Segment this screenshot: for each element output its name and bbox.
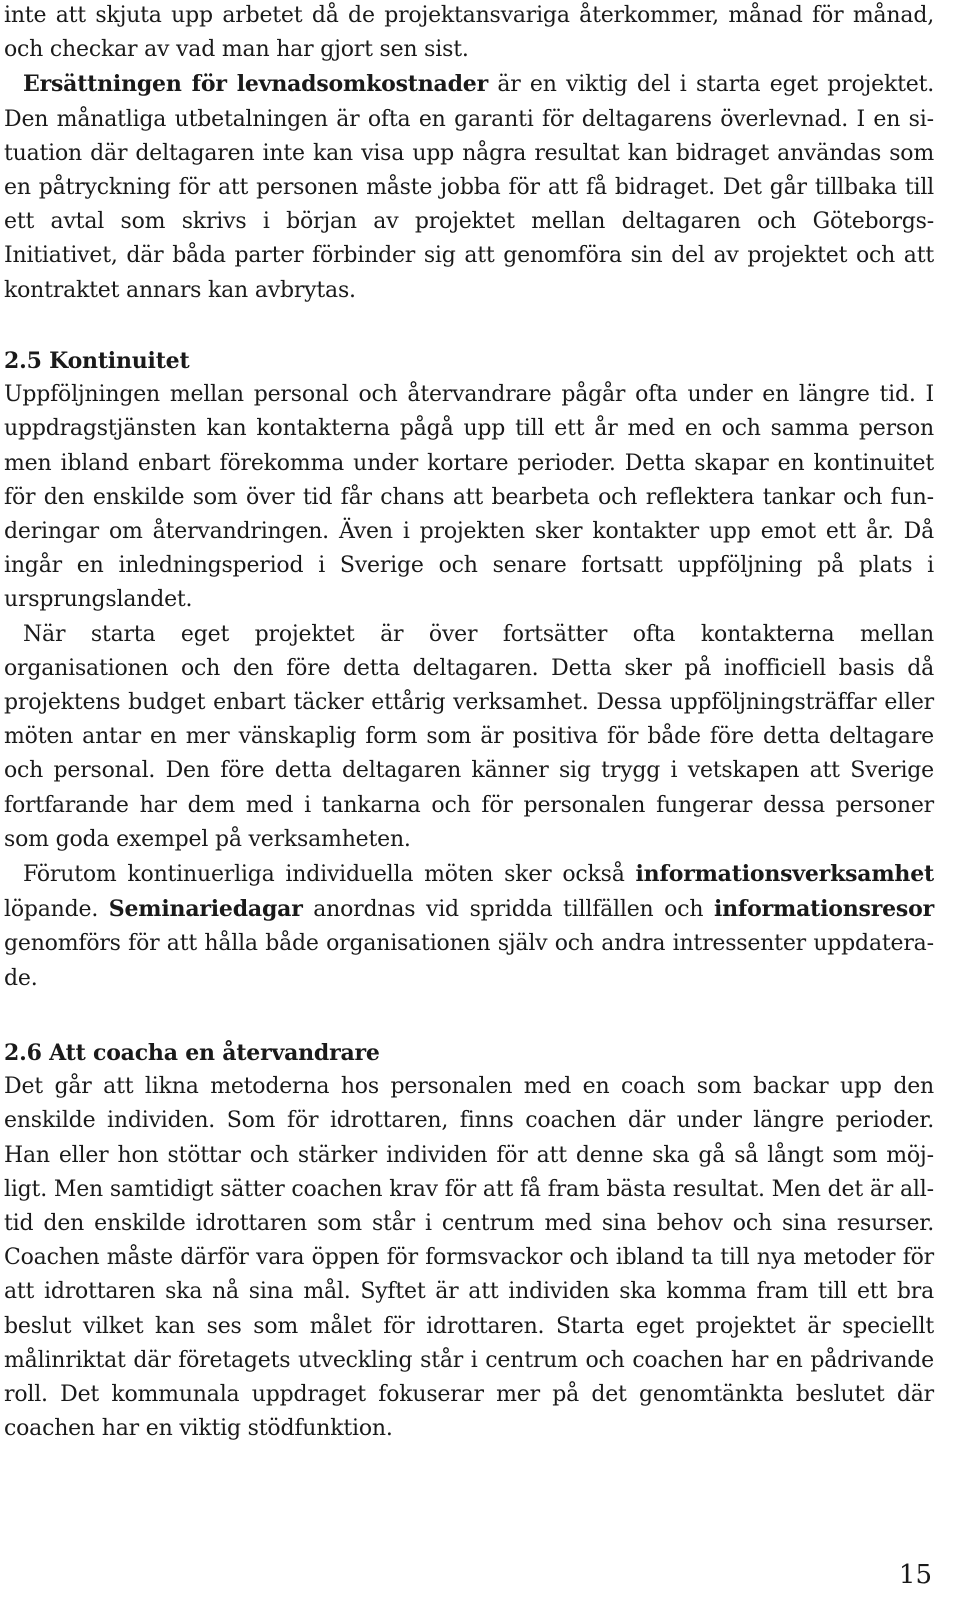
intro-paragraph-2 [4,67,934,307]
bold-term-informationsverksamhet: informationsverksamhet [635,861,934,888]
bold-term-seminariedagar: Seminariedagar [108,896,303,923]
intro-text [4,0,934,308]
coacha-paragraph-1: Det går att likna metoderna hos personalen med en coach som backar upp den enskilde individen. Som för idrottaren, finns coachen där under längre perioder. Han eller hon stöttar och stärker individen för att denne ska gå så långt som möjligt. Men samtidigt sätter coachen krav för att få fram bästa resultat. Men det är alltid den enskilde idrottaren som står i centrum med sina behov och sina resurser. Coachen måste därför vara öppen för formsvackor och ibland ta till nya metoder för att idrottaren ska nå sina mål. Syftet är att individen ska komma fram till ett bra beslut vilket kan ses som målet för idrottaren. Starta eget projektet är speciellt målinriktat där företagets utveckling står i centrum och coachen har en pådrivande roll. Det kommunala uppdraget fokuserar mer på det genomtänkta beslutet där coachen har en viktig stödfunktion. [4,1074,934,1442]
intro-paragraph-2-text: är en viktig del i starta eget projektet. Den månatliga utbetalningen är ofta en garanti för deltagarens överlevnad. I en situation där deltagaren inte kan visa upp några resultat kan bidraget användas som en påtryckning för att personen måste jobba för att få bidraget. Det går tillbaka till ett avtal som skrivs i början av projektet mellan deltagaren och Göteborgs-Initiativet, där båda parter förbinder sig att genomföra sin del av projektet och att kontraktet annars kan avbrytas. [4,72,935,303]
paragraph-text: löpande. [4,897,109,923]
intro-paragraph-1: inte att skjuta upp arbetet då de projektansvariga återkommer, månad för månad, och checkar av vad man har gjort sen sist. [4,3,934,63]
kontinuitet-paragraph-2: När starta eget projektet är över fortsätter ofta kontakterna mellan organisationen och den före detta deltagaren. Detta sker på inofficiell basis då projektens budget enbart täcker ettårig verksamhet. Dessa uppföljningsträffar eller möten antar en mer vänskaplig form som är positiva för både före detta deltagare och personal. Den före detta deltagaren känner sig trygg i vetskapen att Sverige fortfarande har dem med i tankarna och för personalen fungerar dessa personer som goda exempel på verksamheten. [4,621,934,852]
paragraph-text: Förutom kontinuerliga individuella möten sker också [23,862,636,888]
paragraph-text: genomförs för att hålla både organisationen själv och andra intressenter uppdaterade. [4,931,934,991]
kontinuitet-paragraph-1: Uppföljningen mellan personal och återvandrare pågår ofta under en längre tid. I uppdragstjänsten kan kontakterna pågå upp till ett år med en och samma person men ibland enbart förekomma under kortare perioder. Detta skapar en kontinuitet för den enskilde som över tid får chans att bearbeta och reflektera tankar och funderingar om återvandringen. Även i projekten sker kontakter upp emot ett år. Då ingår en inledningsperiod i Sverige och senare fortsatt uppföljning på plats i ursprungslandet. [4,382,934,613]
section-coacha [4,1036,934,1446]
section-kontinuitet [4,344,934,996]
paragraph-text: anordnas vid spridda tillfällen och [302,897,714,923]
section-heading-coacha: 2.6 Att coacha en återvandrare [4,1040,380,1066]
section-heading-kontinuitet: 2.5 Kontinuitet [4,348,190,374]
bold-term-informationsresor: informationsresor [713,896,934,923]
bold-term-ersattningen: Ersättningen för levnadsomkostnader [23,71,488,98]
kontinuitet-paragraph-3 [4,857,934,996]
page-number: 15 [898,1560,932,1590]
